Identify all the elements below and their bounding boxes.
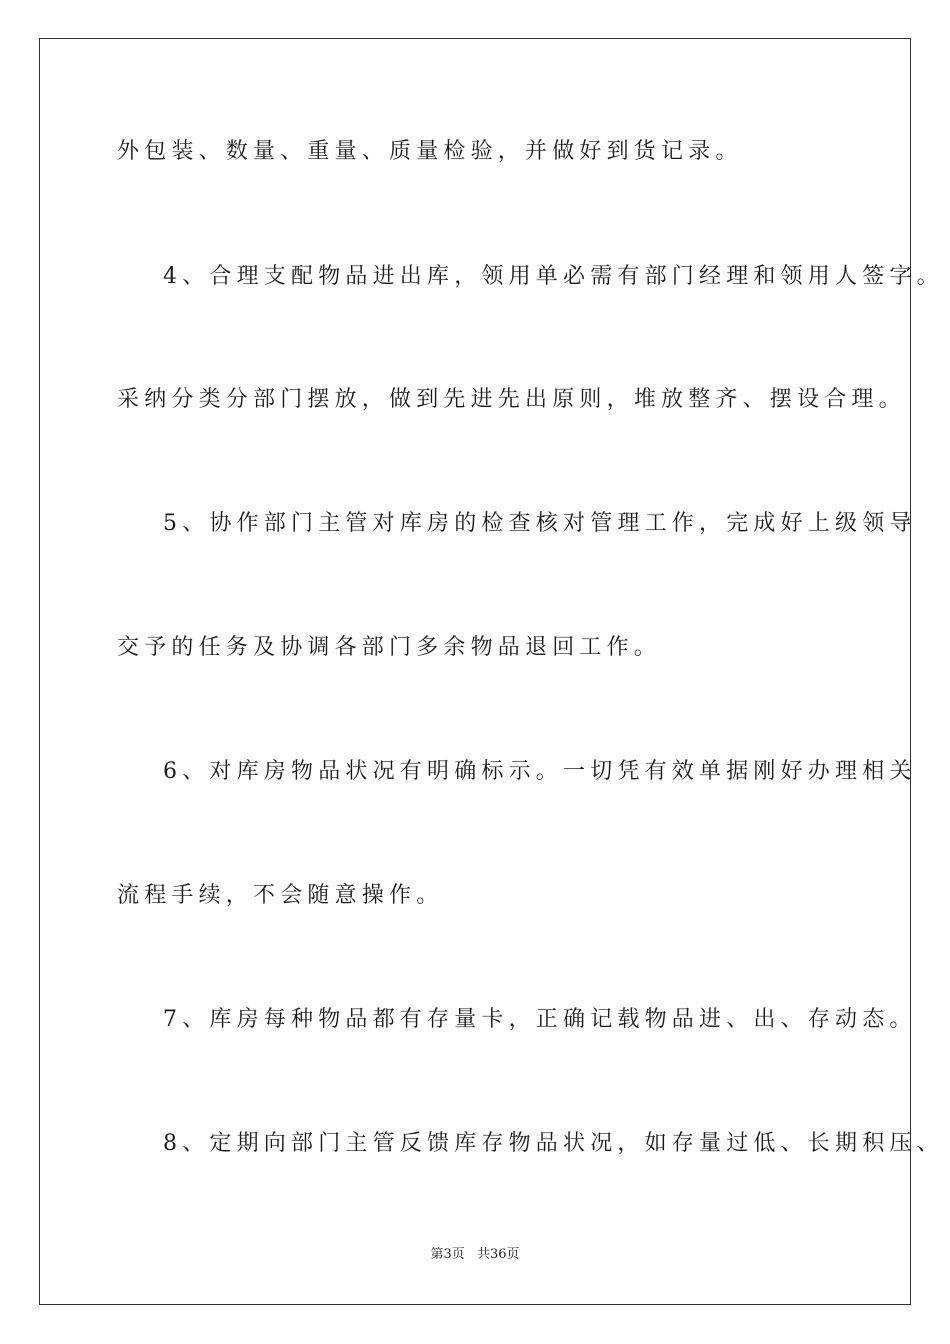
paragraph-line-7: 流程手续，不会随意操作。 <box>117 883 444 908</box>
paragraph-line-8: 7、库房每种物品都有存量卡，正确记载物品进、出、存动态。 <box>163 1007 917 1032</box>
paragraph-line-5: 交予的任务及协调各部门多余物品退回工作。 <box>117 635 662 660</box>
page-total: 共36页 <box>476 1247 520 1262</box>
paragraph-line-9: 8、定期向部门主管反馈库存物品状况，如存量过低、长期积压、 <box>163 1131 944 1156</box>
paragraph-line-6: 6、对库房物品状况有明确标示。一切凭有效单据刚好办理相关 <box>163 759 917 784</box>
paragraph-line-4: 5、协作部门主管对库房的检查核对管理工作，完成好上级领导 <box>163 511 917 536</box>
paragraph-line-1: 外包装、数量、重量、质量检验，并做好到货记录。 <box>117 139 743 164</box>
page-number: 第3页 <box>430 1247 465 1262</box>
page-border <box>39 38 911 1305</box>
paragraph-line-2: 4、合理支配物品进出库，领用单必需有部门经理和领用人签字。 <box>163 264 944 289</box>
page-footer <box>0 1246 950 1264</box>
paragraph-line-3: 采纳分类分部门摆放，做到先进先出原则，堆放整齐、摆设合理。 <box>117 387 906 412</box>
